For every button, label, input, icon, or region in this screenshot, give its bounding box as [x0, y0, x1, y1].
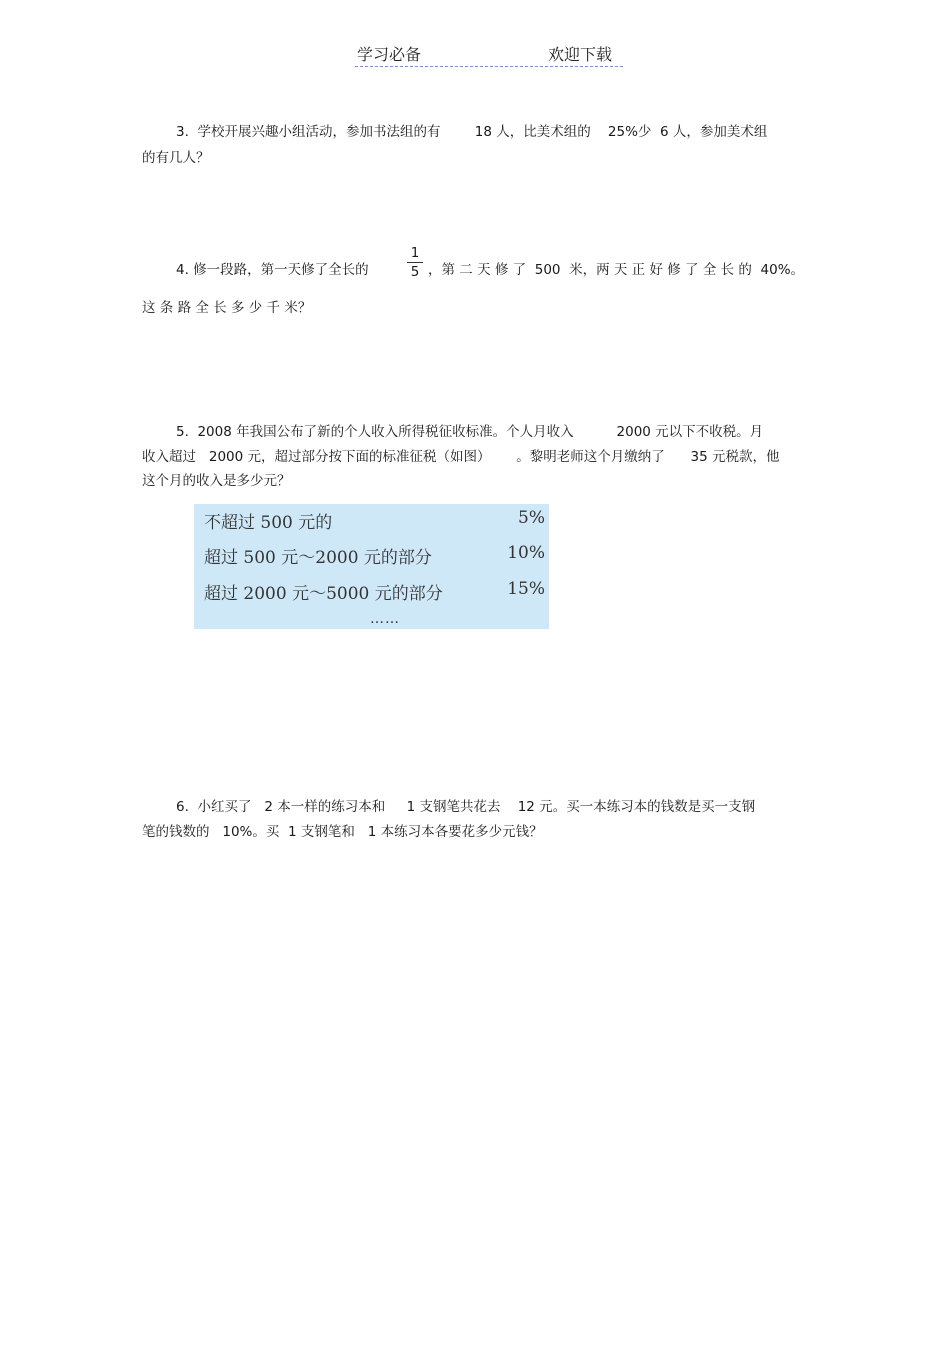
- q5-line-3: 这个月的收入是多少元？: [142, 473, 291, 489]
- q6-line-2: 笔的钱数的 10%。买 1 支钢笔和 1 本练习本各要花多少元钱？: [142, 824, 543, 840]
- tax-rate-table: [194, 504, 549, 629]
- q3-line-1: 3. 学校开展兴趣小组活动，参加书法组的有 18 人，比美术组的 25%少 6 人，参加美术组: [176, 124, 768, 140]
- q5-line-2: 收入超过 2000 元，超过部分按下面的标准征税（如图） 。黎明老师这个月缴纳了 35 元税款，他: [142, 449, 780, 465]
- tax-row-label: 不超过 500 元的: [204, 513, 333, 533]
- header-right-text: 欢迎下载: [548, 45, 613, 64]
- q5-line-1: 5. 2008 年我国公布了新的个人收入所得税征收标准。个人月收入 2000 元以下不收税。月: [176, 424, 764, 440]
- fraction-numerator: 1: [410, 245, 420, 261]
- tax-row: [204, 508, 545, 533]
- tax-row-rate: 10%: [507, 543, 545, 563]
- tax-row-rate: 5%: [518, 508, 545, 528]
- q6-line-1: 6. 小红买了 2 本一样的练习本和 1 支钢笔共花去 12 元。买一本练习本的钱数是买一支钢: [176, 799, 756, 815]
- fraction-bar: [407, 262, 423, 263]
- q3-line-2: 的有几人？: [142, 150, 210, 166]
- tax-row-label: 超过 500 元～2000 元的部分: [204, 548, 432, 568]
- q4-line-1a: 4. 修一段路，第一天修了全长的: [176, 262, 369, 278]
- tax-table-ellipsis: ……: [370, 611, 400, 627]
- page-header: [355, 40, 623, 67]
- q4-line-2: 这 条 路 全 长 多 少 千 米？: [142, 300, 312, 316]
- fraction-denominator: 5: [410, 264, 420, 280]
- tax-row-label: 超过 2000 元～5000 元的部分: [204, 584, 443, 604]
- tax-row: [204, 543, 545, 568]
- q4-line-1b: ，第 二 天 修 了 500 米，两 天 正 好 修 了 全 长 的 40%。: [428, 262, 805, 278]
- header-left-text: 学习必备: [357, 45, 422, 64]
- tax-row: [204, 579, 545, 604]
- q4-fraction: [407, 245, 423, 280]
- tax-row-rate: 15%: [507, 579, 545, 599]
